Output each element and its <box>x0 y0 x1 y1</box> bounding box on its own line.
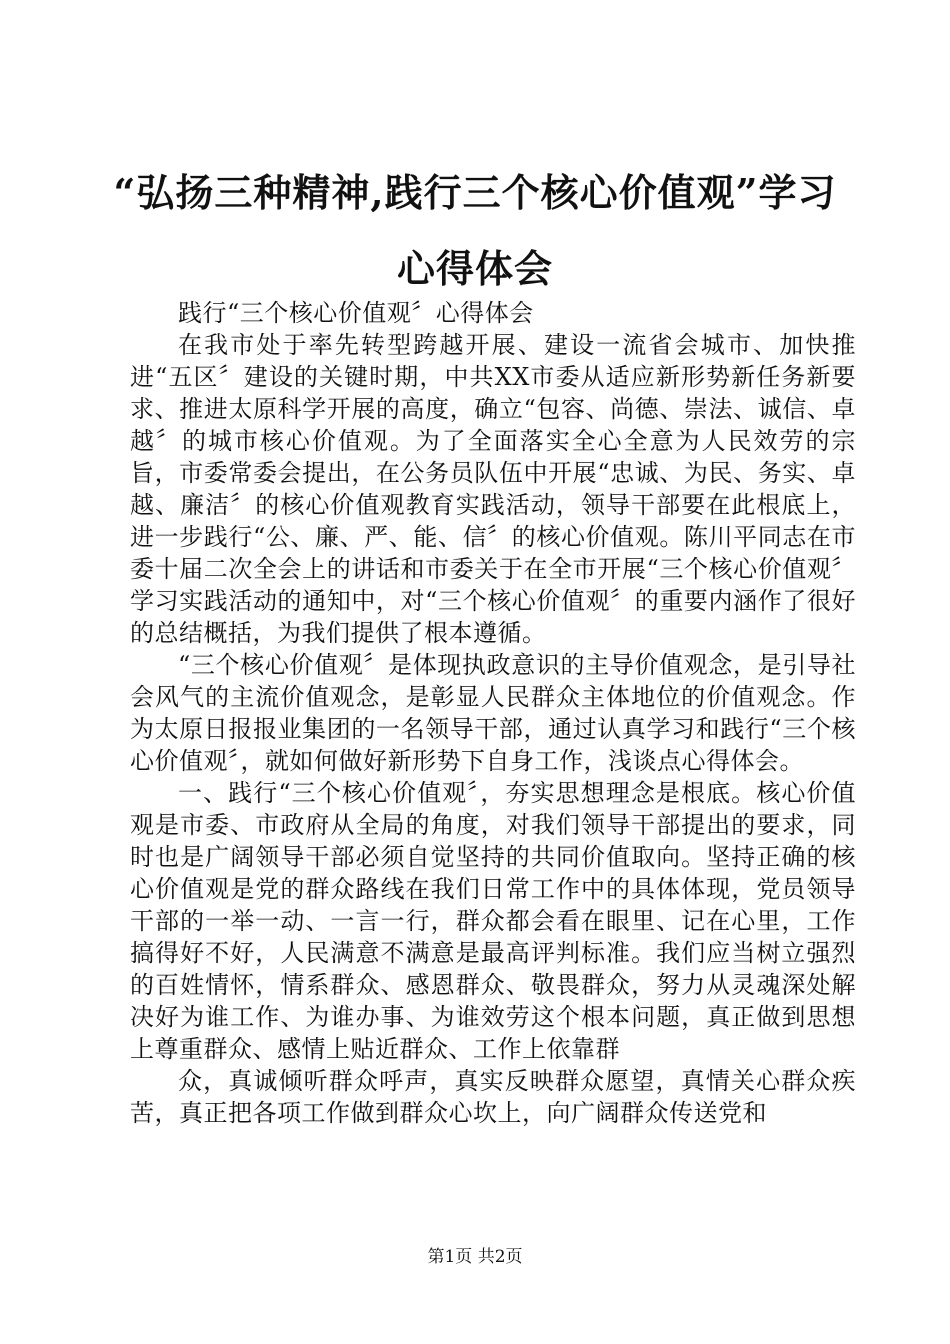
title-line-1: “弘扬三种精神,践行三个核心价值观”学习 <box>113 170 837 215</box>
title-line-2: 心得体会 <box>396 246 553 291</box>
paragraph-subtitle: 践行“三个核心价值观〞心得体会 <box>178 299 534 327</box>
paragraph: 在我市处于率先转型跨越开展、建设一流省会城市、加快推进“五区〞建设的关键时期，中共XX市委从适应新形势新任务新要求、推进太原科学开展的高度，确立“包容、尚德、崇法、诚信、卓越〞的城市核心价值观。为了全面落实全心全意为人民效劳的宗旨，市委常委会提出，在公务员队伍中开展“忠诚、为民、务实、卓越、廉洁〞的核心价值观教育实践活动，领导干部要在此根底上，进一步践行“公、廉、严、能、信〞的核心价值观。陈川平同志在市委十届二次全会上的讲话和市委关于在全市开展“三个核心价值观〞学习实践活动的通知中，对“三个核心价值观〞的重要内涵作了很好的总结概括，为我们提供了根本遵循。 <box>130 331 856 647</box>
paragraph: 一、践行“三个核心价值观〞，夯实思想理念是根底。核心价值观是市委、市政府从全局的角度，对我们领导干部提出的要求，同时也是广阔领导干部必须自觉坚持的共同价值取向。坚持正确的核心价值观是党的群众路线在我们日常工作中的具体体现，党员领导干部的一举一动、一言一行，群众都会看在眼里、记在心里，工作搞得好不好，人民满意不满意是最高评判标准。我们应当树立强烈的百姓情怀，情系群众、感恩群众、敬畏群众，努力从灵魂深处解决好为谁工作、为谁办事、为谁效劳这个根本问题，真正做到思想上尊重群众、感情上贴近群众、工作上依靠群 <box>130 779 856 1063</box>
paragraph: 众，真诚倾听群众呼声，真实反映群众愿望，真情关心群众疾苦，真正把各项工作做到群众心坎上，向广阔群众传送党和 <box>130 1067 856 1127</box>
page-number-footer: 第1页 共2页 <box>427 1247 523 1267</box>
document-body <box>130 297 856 1129</box>
paragraph: “三个核心价值观〞是体现执政意识的主导价值观念，是引导社会风气的主流价值观念，是彰显人民群众主体地位的价值观念。作为太原日报报业集团的一名领导干部，通过认真学习和践行“三个核心价值观〞，就如何做好新形势下自身工作，浅谈点心得体会。 <box>130 651 856 775</box>
document-title <box>100 155 850 307</box>
